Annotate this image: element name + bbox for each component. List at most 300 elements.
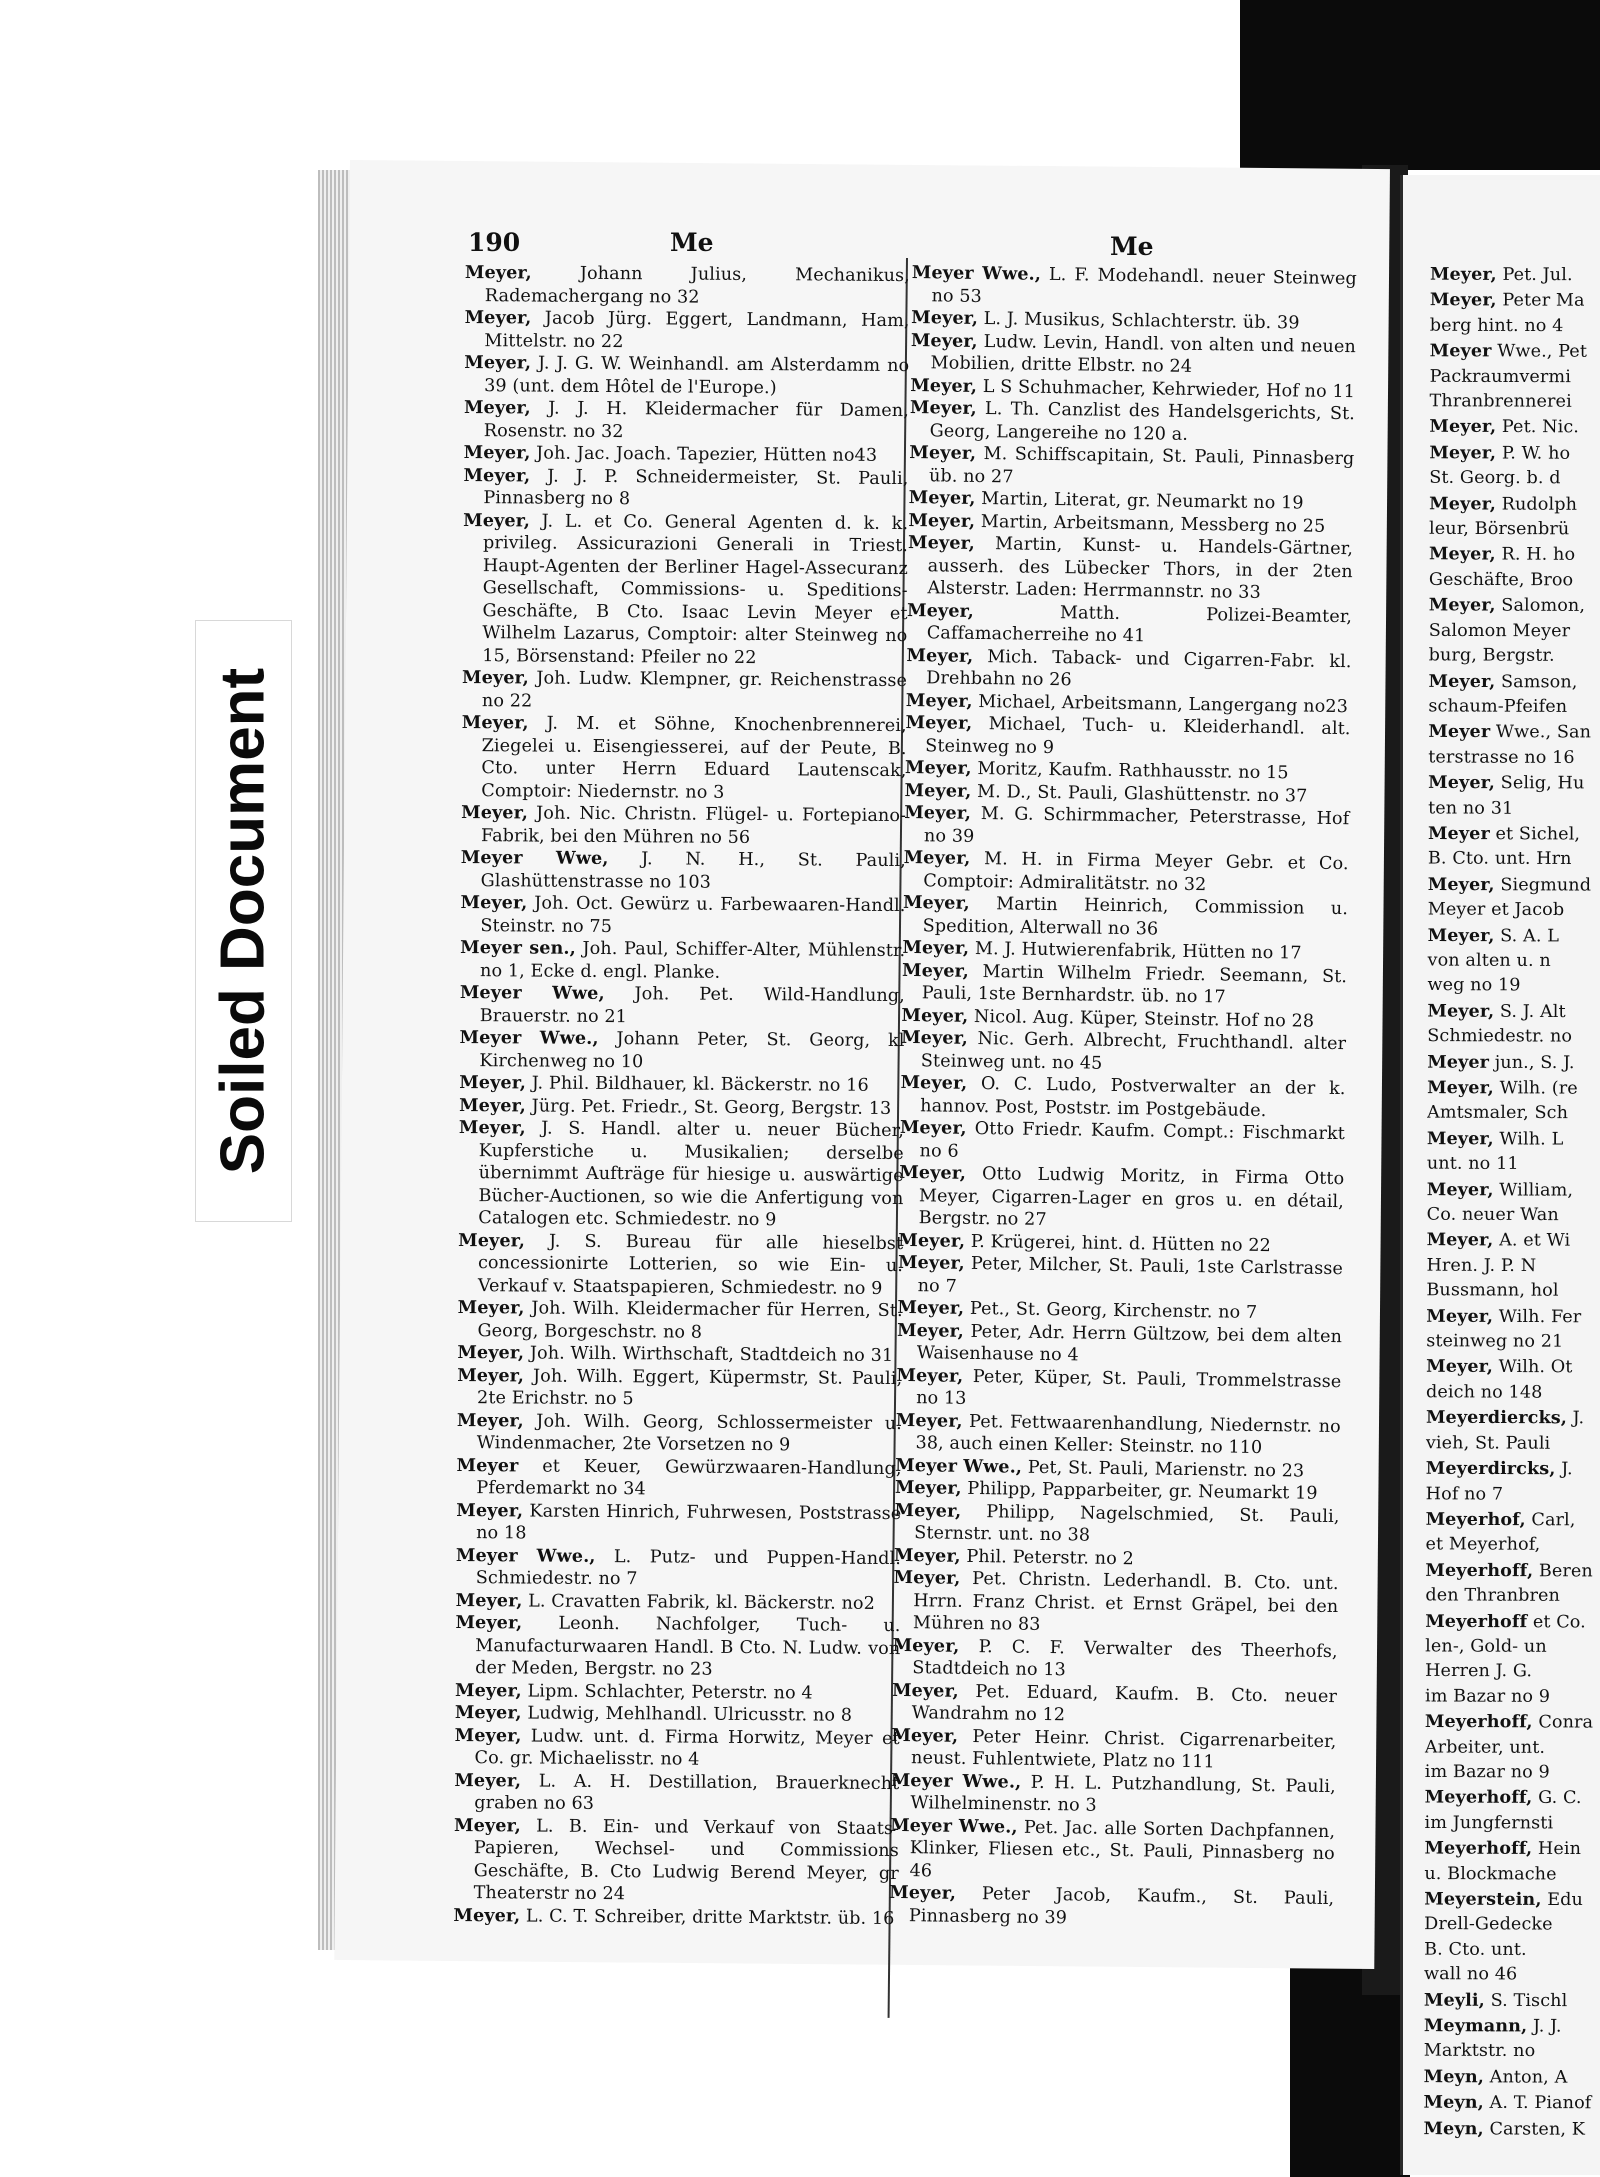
directory-entry bbox=[1425, 1685, 1600, 1711]
entry-details: Co. neuer Wan bbox=[1426, 1204, 1559, 1226]
entry-name: Meyer, bbox=[906, 644, 974, 667]
entry-details: Martin, Literat, gr. Neumarkt no 19 bbox=[975, 488, 1304, 514]
entry-details: Joh. Pet. Wild-Handlung, Brauerstr. no 21 bbox=[479, 983, 905, 1027]
directory-entry bbox=[1424, 1938, 1600, 1964]
entry-details: leur, Börsenbrü bbox=[1429, 519, 1570, 540]
directory-entry bbox=[1426, 1279, 1600, 1305]
entry-details: Rudolph bbox=[1495, 494, 1578, 515]
entry-name: Meyer, bbox=[1429, 263, 1497, 285]
entry-details: et Sichel, bbox=[1489, 824, 1581, 845]
entry-name: Meyer, bbox=[1426, 1356, 1493, 1378]
directory-entry bbox=[904, 802, 1350, 853]
entry-details: L. Cravatten Fabrik, kl. Bäckerstr. no2 bbox=[522, 1590, 876, 1614]
directory-entry bbox=[1427, 1101, 1600, 1127]
directory-entry bbox=[1429, 440, 1600, 467]
entry-details: Geschäfte, Broo bbox=[1428, 569, 1574, 591]
directory-entry bbox=[454, 1814, 900, 1907]
entry-name: Meyer, bbox=[462, 666, 529, 689]
entry-details: J. Phil. Bildhauer, kl. Bäckerstr. no 16 bbox=[526, 1073, 869, 1096]
directory-entry bbox=[1429, 466, 1600, 492]
entry-details: Wilh. Fer bbox=[1493, 1306, 1582, 1327]
entry-name: Meyer, bbox=[909, 441, 977, 464]
directory-entry bbox=[909, 442, 1355, 493]
entry-details: Wwe., San bbox=[1490, 722, 1592, 743]
entry-details: Carsten, K bbox=[1483, 2119, 1586, 2140]
entry-details: Wilh. Ot bbox=[1492, 1357, 1573, 1378]
entry-details: Marktstr. no bbox=[1423, 2041, 1536, 2062]
entry-details: J. J. G. W. Weinhandl. am Alsterdamm no 39 (unt. dem Hôtel de l'Europe.) bbox=[484, 353, 910, 398]
directory-entry bbox=[1428, 745, 1600, 771]
entry-details: Otto Ludwig Moritz, in Firma Otto Meyer, Cigarren-Lager en gros u. en détail, Bergstr. no 27 bbox=[918, 1163, 1345, 1230]
entry-details: Edu bbox=[1541, 1890, 1584, 1910]
entry-details: Moritz, Kaufm. Rathhausstr. no 15 bbox=[971, 758, 1289, 784]
entry-name: Meyn, bbox=[1423, 2066, 1485, 2088]
directory-entry bbox=[1425, 1533, 1600, 1559]
entry-details: Mich. Taback- und Cigarren-Fabr. kl. Drehbahn no 26 bbox=[926, 646, 1352, 691]
entry-details: Joh. Jac. Joach. Tapezier, Hütten no43 bbox=[530, 443, 878, 466]
directory-entry bbox=[1428, 898, 1600, 924]
entry-name: Meyer Wwe, bbox=[460, 846, 609, 870]
entry-name: Meyer, bbox=[463, 464, 531, 486]
entry-name: Meyer, bbox=[459, 1071, 527, 1094]
entry-name: Meyer, bbox=[897, 1296, 965, 1319]
entry-details: Schmiedestr. no bbox=[1427, 1026, 1573, 1047]
directory-entry bbox=[1429, 390, 1600, 416]
entry-details: Johann Julius, Mechanikus, Rademachergang no 32 bbox=[484, 263, 910, 308]
directory-entry bbox=[1430, 365, 1600, 391]
entry-details: Amtsmaler, Sch bbox=[1426, 1103, 1569, 1124]
directory-entry bbox=[1429, 415, 1600, 442]
entry-name: Meyer, bbox=[899, 1116, 967, 1139]
entry-details: Hren. J. P. N bbox=[1426, 1255, 1537, 1276]
entry-name: Meyerdircks, bbox=[1425, 1458, 1556, 1480]
entry-name: Meyer, bbox=[457, 1296, 525, 1319]
entry-name: Meyer, bbox=[457, 1341, 525, 1364]
entry-name: Meyer, bbox=[1427, 1000, 1495, 1022]
entry-name: Meyer, bbox=[458, 1229, 526, 1251]
running-head-right: Me bbox=[1110, 232, 1154, 261]
entry-name: Meyer Wwe., bbox=[890, 1769, 1022, 1793]
entry-details: J. L. et Co. General Agenten d. k. k. privileg. Assicurazioni Generali in Triest. Haupt-Agenten der Berliner Hagel-Assecuranz Gesellschaft, Commissions- u. Speditions-Geschäfte, B Cto. Isaac Levin Meyer et Wilhelm Lazarus, Comptoir: alter Steinweg no 15, Börsenstand: Pfeiler no 22 bbox=[482, 510, 909, 668]
directory-column-left bbox=[453, 262, 910, 1930]
directory-entry bbox=[890, 1769, 1336, 1820]
entry-name: Meyer, bbox=[454, 1814, 521, 1836]
entry-name: Meyn, bbox=[1423, 2092, 1484, 2114]
directory-entry bbox=[1427, 1203, 1600, 1229]
entry-details: Martin Heinrich, Commission u. Spedition, Alterwall no 36 bbox=[922, 893, 1349, 940]
directory-entry bbox=[456, 1544, 901, 1592]
entry-details: Peter Heinr. Christ. Cigarrenarbeiter, neust. Fuhlentwiete, Platz no 111 bbox=[910, 1726, 1337, 1773]
entry-details: vieh, St. Pauli bbox=[1425, 1433, 1551, 1454]
entry-name: Meyer, bbox=[908, 509, 976, 532]
entry-details: S. Tischl bbox=[1484, 1990, 1568, 2011]
directory-entry bbox=[899, 1117, 1345, 1168]
directory-entry bbox=[458, 1229, 903, 1300]
entry-name: Meyer, bbox=[906, 599, 975, 622]
entry-details: J. N. H., St. Pauli, Glashüttenstrasse no 103 bbox=[480, 849, 906, 893]
directory-entry bbox=[893, 1567, 1339, 1641]
entry-name: Meyer, bbox=[891, 1679, 960, 1702]
entry-details: B. Cto. unt. Hrn bbox=[1427, 849, 1572, 870]
entry-details: Nicol. Aug. Küper, Steinstr. Hof no 28 bbox=[968, 1006, 1315, 1032]
entry-name: Meyer, bbox=[896, 1364, 964, 1387]
entry-name: Meyer, bbox=[461, 711, 529, 734]
directory-entry bbox=[1430, 262, 1600, 289]
entry-details: M. D., St. Pauli, Glashüttenstr. no 37 bbox=[971, 781, 1308, 807]
entry-name: Meyer, bbox=[458, 1116, 526, 1139]
entry-details: R. H. ho bbox=[1495, 545, 1576, 566]
directory-entry bbox=[1424, 2013, 1600, 2040]
entry-details: Peter, Milcher, St. Pauli, 1ste Carlstrasse no 7 bbox=[917, 1253, 1344, 1297]
directory-entry bbox=[461, 847, 906, 895]
entry-details: Pet. Christn. Lederhandl. B. Cto. unt. Hrrn. Franz Christ. et Ernst Gräpel, bei den Mühren no 83 bbox=[912, 1568, 1339, 1635]
entry-details: Leonh. Nachfolger, Tuch- u. Manufacturwaaren Handl. B Cto. N. Ludw. von der Meden, Bergstr. no 23 bbox=[475, 1613, 901, 1680]
dark-background-top-right bbox=[1240, 0, 1600, 170]
directory-entry bbox=[1427, 1152, 1600, 1178]
entry-details: Wwe., Pet bbox=[1491, 341, 1588, 362]
directory-entry bbox=[1424, 2064, 1600, 2091]
directory-entry bbox=[1427, 1228, 1600, 1255]
entry-details: weg no 19 bbox=[1427, 975, 1521, 996]
entry-details: Joh. Nic. Christn. Flügel- u. Fortepiano-Fabrik, bei den Mühren no 56 bbox=[480, 803, 907, 848]
directory-entry bbox=[903, 847, 1349, 898]
entry-name: Meyer Wwe., bbox=[911, 262, 1042, 285]
directory-entry bbox=[455, 1702, 900, 1728]
entry-details: Martin, Arbeitsmann, Messberg no 25 bbox=[975, 511, 1326, 537]
directory-entry bbox=[1428, 949, 1600, 975]
directory-entry bbox=[905, 712, 1351, 763]
entry-details: Lipm. Schlachter, Peterstr. no 4 bbox=[521, 1680, 813, 1703]
entry-name: Meyer, bbox=[1429, 416, 1497, 438]
directory-entry bbox=[460, 982, 905, 1030]
entry-name: Meyer, bbox=[1428, 544, 1496, 565]
entry-details: J. J. H. Kleidermacher für Damen, Rosenstr. no 32 bbox=[483, 398, 910, 442]
entry-details: im Jungfernsti bbox=[1424, 1813, 1554, 1834]
entry-name: Meyer, bbox=[1427, 924, 1495, 946]
entry-details: P. H. L. Putzhandlung, St. Pauli, Wilhelminenstr. no 3 bbox=[910, 1772, 1336, 1816]
entry-details: unt. no 11 bbox=[1426, 1154, 1519, 1175]
entry-details: J. bbox=[1555, 1459, 1573, 1480]
directory-entry bbox=[898, 1162, 1344, 1236]
entry-name: Meyer, bbox=[1426, 1128, 1494, 1150]
directory-entry bbox=[1426, 1304, 1600, 1331]
entry-name: Meymann, bbox=[1423, 2015, 1528, 2037]
directory-entry bbox=[1424, 2090, 1600, 2117]
directory-entry bbox=[454, 1769, 899, 1817]
directory-entry bbox=[1427, 1126, 1600, 1153]
page-number: 190 bbox=[468, 228, 521, 257]
entry-name: Meyer, bbox=[464, 306, 532, 329]
entry-details: Conra bbox=[1532, 1712, 1594, 1733]
entry-details: Joh. Paul, Schiffer-Alter, Mühlenstr. no 1, Ecke d. engl. Planke. bbox=[479, 938, 906, 983]
entry-name: Meyer, bbox=[899, 1161, 967, 1184]
entry-details: Joh. Wilh. Georg, Schlossermeister u. Windenmacher, 2te Vorsetzen no 9 bbox=[476, 1410, 902, 1456]
directory-entry bbox=[911, 262, 1357, 313]
directory-entry bbox=[910, 329, 1356, 380]
directory-entry bbox=[1427, 1075, 1600, 1102]
directory-entry bbox=[1428, 770, 1600, 797]
entry-details: J. J. P. Schneidermeister, St. Pauli, Pinnasberg no 8 bbox=[483, 465, 909, 510]
directory-entry bbox=[1426, 1507, 1600, 1534]
entry-name: Meyer, bbox=[456, 1499, 524, 1521]
entry-name: Meyer bbox=[1428, 721, 1491, 743]
entry-name: Meyer bbox=[1427, 823, 1490, 845]
directory-entry bbox=[456, 1499, 901, 1547]
entry-details: Phil. Peterstr. no 2 bbox=[960, 1546, 1134, 1569]
entry-details: Hof no 7 bbox=[1425, 1484, 1504, 1504]
entry-details: Herren J. G. bbox=[1425, 1661, 1533, 1682]
entry-name: Meyer sen., bbox=[460, 936, 576, 959]
directory-entry bbox=[1426, 1380, 1600, 1406]
entry-name: Meyer, bbox=[905, 689, 973, 712]
directory-entry bbox=[456, 1589, 901, 1615]
entry-name: Meyn, bbox=[1423, 2118, 1484, 2139]
directory-entry bbox=[1429, 644, 1600, 670]
directory-entry bbox=[1426, 1482, 1600, 1508]
entry-details: schaum-Pfeifen bbox=[1428, 696, 1568, 717]
entry-details: Joh. Ludw. Klempner, gr. Reichenstrasse no 22 bbox=[481, 668, 908, 711]
entry-details: Peter Jacob, Kaufm., St. Pauli, Pinnasberg no 39 bbox=[908, 1883, 1335, 1928]
entry-details: Pet., St. Georg, Kirchenstr. no 7 bbox=[964, 1298, 1258, 1323]
directory-entry bbox=[1424, 1988, 1600, 2015]
directory-entry bbox=[1425, 1635, 1600, 1661]
entry-details: L. F. Modehandl. neuer Steinweg no 53 bbox=[931, 264, 1357, 307]
entry-name: Meyer, bbox=[464, 351, 532, 374]
entry-details: Pet. Jul. bbox=[1496, 265, 1573, 286]
entry-details: Anton, A bbox=[1483, 2067, 1568, 2088]
directory-entry bbox=[1426, 1330, 1600, 1356]
entry-details: St. Georg. b. d bbox=[1429, 468, 1561, 489]
directory-entry bbox=[903, 892, 1349, 943]
entry-details: J. M. et Söhne, Knochenbrennerei, Ziegelei u. Eisengiesserei, auf der Peute, B. Cto. unter Herrn Eduard Lautenscak, Comptoir: Niedernstr. no 3 bbox=[481, 713, 907, 803]
directory-entry bbox=[1426, 1405, 1600, 1432]
entry-details: L. B. Ein- und Verkauf von Staats-Papieren, Wechsel- und Commissions Geschäfte, B. Cto Ludwig Berend Meyer, gr Theaterstr no 24 bbox=[473, 1815, 900, 1905]
directory-entry bbox=[1424, 1963, 1600, 1989]
entry-name: Meyer, bbox=[907, 531, 976, 554]
entry-details: Jürg. Pet. Friedr., St. Georg, Bergstr. 13 bbox=[525, 1095, 892, 1119]
entry-details: Thranbrennerei bbox=[1429, 391, 1572, 412]
entry-details: im Bazar no 9 bbox=[1424, 1762, 1550, 1783]
directory-entry bbox=[896, 1364, 1342, 1415]
entry-details: Pet. Jac. alle Sorten Dachpfannen, Klinker, Fliesen etc., St. Pauli, Pinnasberg no 46 bbox=[909, 1817, 1336, 1881]
entry-details: Salomon, bbox=[1495, 596, 1586, 617]
directory-entry bbox=[891, 1724, 1337, 1775]
entry-details: Pet. Eduard, Kaufm. B. Cto. neuer Wandrahm no 12 bbox=[911, 1681, 1338, 1726]
entry-details: Arbeiter, unt. bbox=[1424, 1737, 1546, 1758]
entry-name: Meyer, bbox=[454, 1769, 522, 1791]
directory-entry bbox=[1429, 491, 1600, 518]
entry-name: Meyer, bbox=[1429, 442, 1497, 464]
entry-name: Meyer, bbox=[891, 1724, 959, 1747]
entry-details: jun., S. J. bbox=[1489, 1052, 1575, 1073]
entry-details: O. C. Ludo, Postverwalter an der k. hannov. Post, Poststr. im Postgebäude. bbox=[920, 1073, 1346, 1121]
entry-details: A. et Wi bbox=[1493, 1231, 1571, 1252]
running-head-left: Me bbox=[670, 228, 714, 257]
directory-entry bbox=[457, 1297, 902, 1345]
directory-entry bbox=[897, 1319, 1343, 1370]
entry-details: Pet. Nic. bbox=[1496, 417, 1580, 438]
directory-entry bbox=[1425, 1760, 1600, 1786]
entry-name: Meyer, bbox=[893, 1544, 961, 1567]
directory-entry bbox=[1424, 1862, 1600, 1888]
entry-details: B. Cto. unt. bbox=[1424, 1939, 1527, 1960]
directory-entry bbox=[1430, 288, 1600, 315]
entry-details: ten no 31 bbox=[1428, 798, 1514, 819]
entry-name: Meyer, bbox=[1428, 594, 1496, 616]
entry-name: Meyer, bbox=[459, 1094, 526, 1116]
entry-name: Meyer, bbox=[1426, 1179, 1494, 1200]
entry-name: Meyerhoff, bbox=[1425, 1559, 1534, 1581]
directory-entry bbox=[1423, 2116, 1600, 2143]
entry-name: Meyer, bbox=[909, 396, 977, 419]
directory-entry bbox=[1426, 1254, 1600, 1280]
directory-entry bbox=[900, 1072, 1346, 1123]
directory-entry bbox=[460, 937, 905, 985]
entry-name: Meyerstein, bbox=[1424, 1888, 1542, 1910]
entry-name: Meyer, bbox=[1427, 1077, 1494, 1099]
entry-name: Meyer Wwe., bbox=[455, 1544, 596, 1567]
entry-details: Karsten Hinrich, Fuhrwesen, Poststrasse no 18 bbox=[476, 1500, 902, 1544]
entry-details: et Keuer, Gewürzwaaren-Handlung, Pferdemarkt no 34 bbox=[476, 1455, 902, 1500]
entry-details: M. H. in Firma Meyer Gebr. et Co. Comptoir: Admiralitätstr. no 32 bbox=[923, 848, 1349, 895]
entry-name: Meyer, bbox=[1426, 1305, 1494, 1327]
directory-entry bbox=[1429, 568, 1600, 594]
entry-details: von alten u. n bbox=[1427, 950, 1551, 971]
directory-entry bbox=[455, 1679, 900, 1705]
directory-entry bbox=[1426, 1431, 1600, 1457]
directory-entry bbox=[1427, 974, 1600, 1000]
entry-name: Meyerhoff, bbox=[1424, 1711, 1533, 1733]
directory-entry bbox=[1426, 1355, 1600, 1382]
entry-details: Siegmund bbox=[1494, 875, 1592, 896]
directory-entry bbox=[1426, 1456, 1600, 1483]
entry-name: Meyer, bbox=[901, 1026, 969, 1049]
entry-name: Meyer, bbox=[902, 936, 970, 959]
directory-entry bbox=[1429, 619, 1600, 645]
directory-entry bbox=[1427, 1025, 1600, 1051]
entry-name: Meyer, bbox=[910, 329, 978, 352]
entry-details: Otto Friedr. Kaufm. Compt.: Fischmarkt no 6 bbox=[919, 1118, 1346, 1162]
entry-details: terstrasse no 16 bbox=[1428, 747, 1575, 768]
directory-entry bbox=[895, 1409, 1341, 1460]
entry-details: Hein bbox=[1532, 1839, 1582, 1860]
entry-name: Meyer, bbox=[897, 1251, 965, 1274]
directory-entry bbox=[901, 1027, 1347, 1078]
directory-entry bbox=[1425, 1811, 1600, 1837]
entry-name: Meyer Wwe., bbox=[459, 1026, 599, 1049]
directory-entry bbox=[1425, 1660, 1600, 1686]
entry-details: Bussmann, hol bbox=[1426, 1280, 1559, 1301]
entry-details: Nic. Gerh. Albrecht, Fruchthandl. alter Steinweg unt. no 45 bbox=[920, 1028, 1347, 1074]
entry-details: William, bbox=[1493, 1180, 1574, 1201]
directory-entry bbox=[1428, 669, 1600, 696]
entry-name: Meyer bbox=[1429, 340, 1492, 362]
directory-entry bbox=[1427, 1050, 1600, 1077]
directory-entry bbox=[459, 1094, 904, 1120]
entry-name: Meyer, bbox=[894, 1476, 962, 1499]
entry-details: J. bbox=[1566, 1408, 1585, 1429]
entry-details: et Co. bbox=[1527, 1612, 1586, 1632]
entry-name: Meyer, bbox=[900, 1071, 968, 1094]
directory-entry bbox=[902, 959, 1348, 1010]
entry-details: deich no 148 bbox=[1426, 1382, 1543, 1403]
entry-details: L S Schuhmacher, Kehrwieder, Hof no 11 bbox=[976, 376, 1356, 402]
directory-entry bbox=[464, 352, 909, 400]
directory-entry bbox=[909, 397, 1355, 448]
entry-name: Meyer, bbox=[904, 756, 972, 779]
entry-name: Meyerhoff, bbox=[1424, 1837, 1533, 1859]
entry-name: Meyer, bbox=[1426, 1229, 1494, 1251]
entry-details: len-, Gold- un bbox=[1425, 1636, 1547, 1657]
entry-details: L. J. Musikus, Schlachterstr. üb. 39 bbox=[977, 308, 1300, 334]
entry-details: u. Blockmache bbox=[1424, 1863, 1557, 1884]
soiled-document-label bbox=[195, 620, 292, 1222]
directory-entry bbox=[458, 1117, 904, 1233]
directory-entry bbox=[462, 509, 908, 670]
entry-details: M. G. Schirmmacher, Peterstrasse, Hof no 39 bbox=[923, 803, 1350, 847]
directory-entry bbox=[457, 1342, 902, 1368]
directory-entry bbox=[1425, 1609, 1600, 1636]
directory-entry bbox=[1425, 1735, 1600, 1761]
directory-entry bbox=[455, 1612, 900, 1683]
directory-entry bbox=[1428, 872, 1600, 899]
directory-column-middle bbox=[889, 262, 1357, 1933]
directory-entry bbox=[1430, 339, 1600, 366]
directory-entry bbox=[892, 1679, 1338, 1730]
entry-details: Martin, Kunst- u. Handels-Gärtner, ausserh. des Lübecker Thors, in der 2ten Alsterstr. Laden: Herrmannstr. no 33 bbox=[927, 533, 1354, 603]
entry-details: G. C. bbox=[1532, 1788, 1582, 1809]
entry-details: P. W. ho bbox=[1496, 443, 1571, 464]
entry-details: Philipp, Nagelschmied, St. Pauli, Sternstr. unt. no 38 bbox=[914, 1501, 1340, 1546]
directory-entry bbox=[1424, 1913, 1600, 1939]
entry-details: Joh. Wilh. Kleidermacher für Herren, St. Georg, Borgeschstr. no 8 bbox=[477, 1298, 903, 1343]
directory-entry bbox=[456, 1454, 901, 1502]
entry-details: Wilh. (re bbox=[1493, 1078, 1578, 1099]
entry-name: Meyer Wwe, bbox=[459, 981, 605, 1004]
entry-details: Ludw. unt. d. Firma Horwitz, Meyer et Co. gr. Michaelisstr. no 4 bbox=[474, 1725, 900, 1770]
entry-details: et Meyerhof, bbox=[1425, 1534, 1541, 1555]
directory-entry bbox=[907, 599, 1353, 650]
entry-details: steinweg no 21 bbox=[1426, 1331, 1564, 1352]
entry-name: Meyer, bbox=[889, 1881, 957, 1904]
entry-details: Ludwig, Mehlhandl. Ulricusstr. no 8 bbox=[521, 1703, 853, 1726]
entry-name: Meyer, bbox=[454, 1701, 522, 1724]
entry-details: L. Putz- und Puppen-Handl. Schmiedestr. no 7 bbox=[475, 1546, 902, 1590]
entry-name: Meyerhof, bbox=[1425, 1509, 1526, 1530]
entry-name: Meyer, bbox=[902, 891, 971, 914]
entry-name: Meyer, bbox=[455, 1589, 523, 1611]
directory-entry bbox=[464, 307, 909, 355]
directory-entry bbox=[898, 1252, 1344, 1303]
entry-details: Carl, bbox=[1525, 1510, 1576, 1531]
entry-details: Jacob Jürg. Eggert, Landmann, Ham, Mittelstr. no 22 bbox=[484, 308, 910, 352]
entry-details: L. Th. Canzlist des Handelsgerichts, St. Georg, Langereihe no 120 a. bbox=[929, 398, 1356, 445]
entry-details: S. A. L bbox=[1494, 926, 1560, 946]
entry-details: Wilh. L bbox=[1493, 1129, 1564, 1150]
entry-details: Packraumvermi bbox=[1429, 366, 1571, 387]
entry-name: Meyerhoff, bbox=[1424, 1787, 1533, 1809]
entry-details: im Bazar no 9 bbox=[1424, 1686, 1551, 1707]
entry-name: Meyer, bbox=[911, 306, 979, 329]
directory-entry bbox=[1429, 593, 1600, 620]
entry-name: Meyli, bbox=[1423, 1989, 1485, 2011]
directory-entry bbox=[457, 1364, 902, 1412]
directory-entry bbox=[1427, 999, 1600, 1026]
entry-details: Philipp, Papparbeiter, gr. Neumarkt 19 bbox=[961, 1478, 1318, 1504]
entry-name: Meyer, bbox=[901, 1004, 969, 1027]
directory-entry bbox=[461, 712, 907, 805]
entry-name: Meyer, bbox=[901, 959, 970, 982]
